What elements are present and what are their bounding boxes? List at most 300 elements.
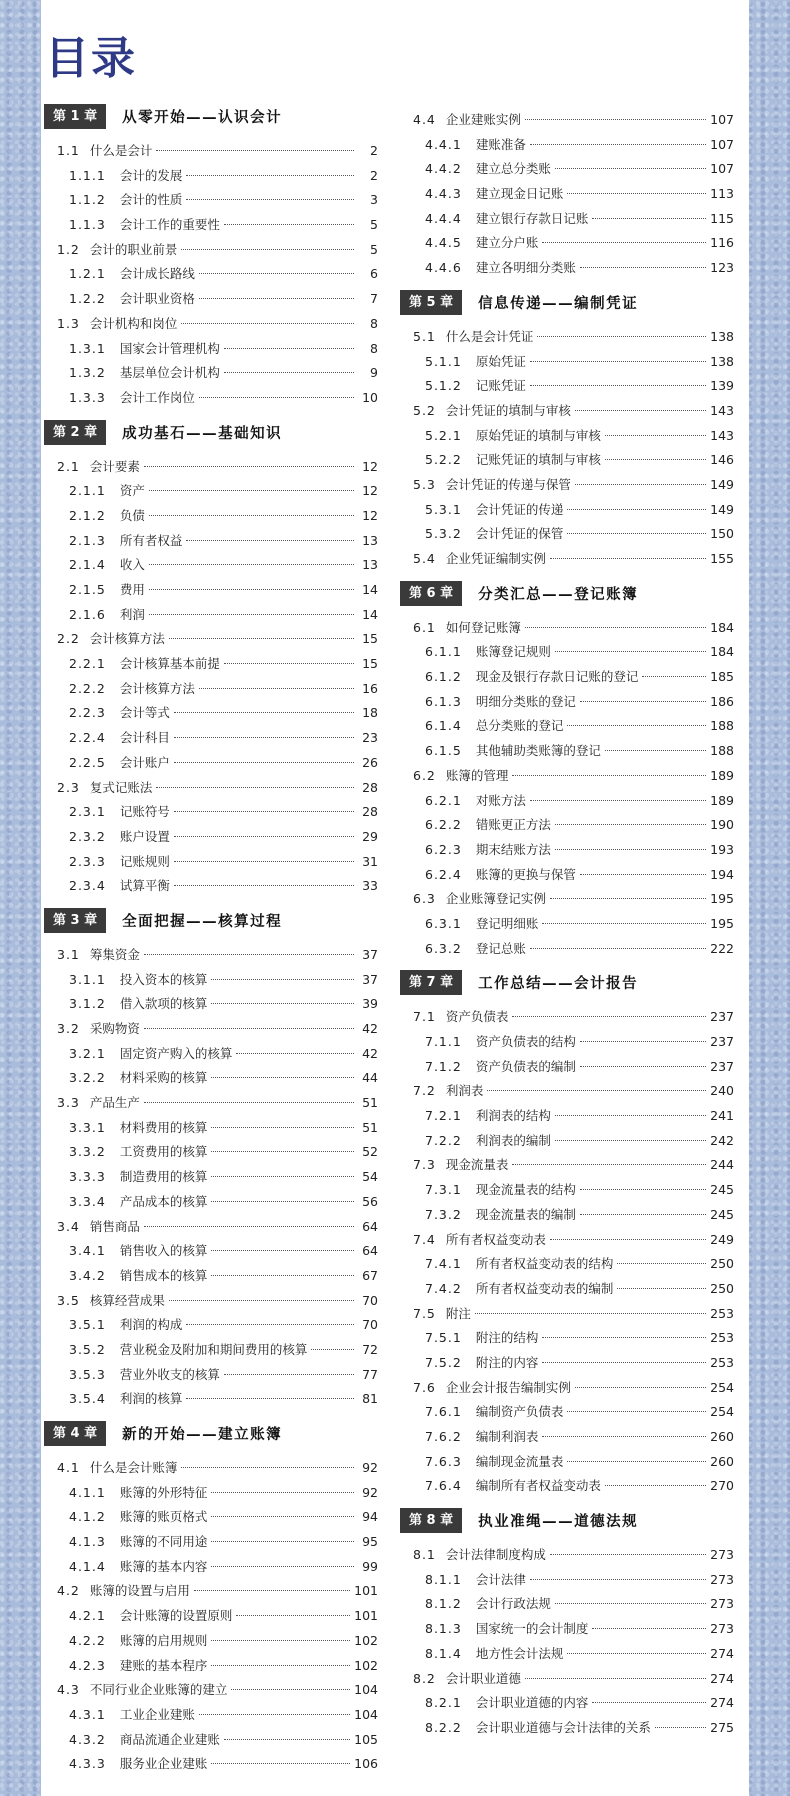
entry-number: 2.2.5 (69, 754, 106, 770)
entry-title: 记账凭证的填制与审核 (475, 452, 601, 468)
toc-section-entry[interactable] (400, 108, 734, 133)
dot-leader (512, 1164, 706, 1165)
entry-title: 固定资产购入的核算 (119, 1045, 233, 1061)
dot-leader (542, 923, 706, 924)
chapter-heading (44, 419, 378, 446)
entry-page-number: 260 (710, 1429, 734, 1444)
toc-subsection-entry[interactable] (44, 1116, 378, 1141)
toc-subsection-entry[interactable] (400, 1592, 734, 1617)
dot-leader (655, 1727, 706, 1728)
toc-section-entry[interactable] (400, 1005, 734, 1030)
toc-subsection-entry[interactable] (400, 863, 734, 888)
chapter-block (400, 969, 734, 1507)
entry-title: 会计工作岗位 (119, 389, 195, 405)
toc-section-entry[interactable] (400, 1543, 734, 1568)
dot-leader (580, 1041, 706, 1042)
dot-leader (542, 242, 706, 243)
toc-subsection-entry[interactable] (400, 256, 734, 281)
toc-subsection-entry[interactable] (44, 1264, 378, 1289)
entry-page-number: 8 (370, 340, 378, 356)
toc-subsection-entry[interactable] (44, 652, 378, 677)
entry-title: 会计要素 (89, 458, 140, 474)
dot-leader (642, 676, 706, 677)
entry-title: 附注的内容 (475, 1354, 539, 1370)
dot-leader (580, 1214, 706, 1215)
toc-section-entry[interactable] (44, 1215, 378, 1240)
toc-section-entry[interactable] (44, 1456, 378, 1481)
entry-number: 4.1.4 (69, 1558, 106, 1574)
dot-leader (211, 1566, 354, 1567)
entry-page-number: 188 (710, 718, 734, 734)
toc-subsection-entry[interactable] (44, 1042, 378, 1067)
toc-subsection-entry[interactable] (44, 1481, 378, 1506)
toc-subsection-entry[interactable] (44, 529, 378, 554)
chapter-block (400, 1507, 734, 1749)
entry-page-number: 193 (710, 841, 734, 857)
toc-subsection-entry[interactable] (44, 1239, 378, 1264)
entry-page-number: 23 (362, 730, 378, 746)
entry-number: 1.2 (57, 241, 80, 257)
entry-title: 错账更正方法 (475, 817, 551, 833)
toc-subsection-entry[interactable] (44, 677, 378, 702)
entry-page-number: 184 (710, 644, 734, 660)
toc-subsection-entry[interactable] (400, 1104, 734, 1129)
dot-leader (525, 1678, 706, 1679)
entry-page-number: 12 (362, 458, 378, 474)
toc-subsection-entry[interactable] (400, 838, 734, 863)
dot-leader (156, 150, 354, 151)
entry-title: 工业企业建账 (119, 1706, 195, 1722)
toc-subsection-entry[interactable] (400, 665, 734, 690)
entry-title: 会计凭证的传递与保管 (445, 476, 571, 492)
toc-subsection-entry[interactable] (400, 207, 734, 232)
dot-leader (199, 298, 354, 299)
entry-number: 1.3 (57, 315, 80, 331)
dot-leader (211, 1640, 350, 1641)
entry-title: 销售商品 (89, 1218, 140, 1234)
entry-title: 记账规则 (119, 853, 170, 869)
toc-section-entry[interactable] (44, 1289, 378, 1314)
entry-title: 编制利润表 (475, 1429, 539, 1444)
toc-subsection-entry[interactable] (400, 937, 734, 962)
toc-subsection-entry[interactable] (44, 337, 378, 362)
entry-title: 试算平衡 (119, 878, 170, 894)
entry-title: 账簿的账页格式 (119, 1509, 208, 1525)
toc-subsection-entry[interactable] (400, 1400, 734, 1425)
toc-subsection-entry[interactable] (400, 789, 734, 814)
entry-page-number: 102 (354, 1632, 378, 1648)
entry-page-number: 29 (362, 828, 378, 844)
toc-section-entry[interactable] (400, 764, 734, 789)
toc-subsection-entry[interactable] (44, 386, 378, 411)
chapter-heading (44, 1420, 378, 1447)
toc-subsection-entry[interactable] (44, 874, 378, 899)
entry-page-number: 95 (362, 1534, 378, 1550)
dot-leader (199, 688, 354, 689)
toc-subsection-entry[interactable] (400, 350, 734, 375)
chapter-title: 执业准绳——道德法规 (478, 1514, 639, 1531)
toc-section-entry[interactable] (44, 455, 378, 480)
toc-section-entry[interactable] (44, 312, 378, 337)
toc-section-entry[interactable] (400, 325, 734, 350)
dot-leader (144, 954, 354, 955)
entry-number: 4.1.1 (69, 1484, 106, 1500)
entry-title: 现金流量表 (445, 1157, 509, 1173)
entry-title: 原始凭证的填制与审核 (475, 427, 601, 443)
entry-page-number: 94 (362, 1509, 378, 1525)
entry-page-number: 194 (710, 866, 734, 882)
entry-number: 3.2.1 (69, 1045, 106, 1061)
entry-page-number: 273 (710, 1596, 734, 1612)
entry-number: 1.3.3 (69, 389, 106, 405)
entry-title: 会计核算方法 (119, 680, 195, 696)
dot-leader (605, 459, 706, 460)
toc-subsection-entry[interactable] (400, 1450, 734, 1475)
toc-section-entry[interactable] (44, 943, 378, 968)
entry-number: 4.4.1 (425, 136, 462, 152)
entry-page-number: 52 (362, 1144, 378, 1160)
toc-subsection-entry[interactable] (44, 1190, 378, 1215)
entry-title: 所有者权益变动表的编制 (475, 1280, 614, 1296)
dot-leader (542, 1362, 706, 1363)
toc-subsection-entry[interactable] (400, 1178, 734, 1203)
toc-section-entry[interactable] (44, 1017, 378, 1042)
entry-title: 附注的结构 (475, 1330, 539, 1346)
entry-title: 筹集资金 (89, 946, 140, 962)
toc-subsection-entry[interactable] (400, 522, 734, 547)
toc-section-entry[interactable] (400, 1153, 734, 1178)
dot-leader (174, 737, 354, 738)
dot-leader (199, 397, 354, 398)
toc-subsection-entry[interactable] (400, 813, 734, 838)
entry-page-number: 51 (362, 1095, 378, 1111)
dot-leader (580, 1189, 706, 1190)
toc-subsection-entry[interactable] (44, 968, 378, 993)
entry-number: 8.2.1 (425, 1695, 462, 1711)
entry-title: 复式记账法 (89, 779, 153, 795)
dot-leader (174, 811, 354, 812)
entry-page-number: 54 (362, 1169, 378, 1185)
entry-number: 8.1.1 (425, 1571, 462, 1587)
toc-subsection-entry[interactable] (400, 374, 734, 399)
toc-subsection-entry[interactable] (44, 1555, 378, 1580)
entry-number: 2.1.3 (69, 532, 106, 548)
dot-leader (555, 824, 706, 825)
toc-subsection-entry[interactable] (400, 1351, 734, 1376)
dot-leader (174, 712, 354, 713)
entry-page-number: 240 (710, 1083, 734, 1099)
entry-number: 5.3 (413, 476, 436, 492)
toc-subsection-entry[interactable] (44, 188, 378, 213)
entry-page-number: 3 (370, 192, 378, 208)
entry-number: 4.2.3 (69, 1657, 106, 1673)
dot-leader (580, 874, 706, 875)
entry-page-number: 77 (362, 1366, 378, 1382)
entry-page-number: 274 (710, 1670, 734, 1686)
toc-subsection-entry[interactable] (400, 1425, 734, 1450)
entry-page-number: 244 (710, 1157, 734, 1173)
toc-subsection-entry[interactable] (400, 640, 734, 665)
entry-number: 2.2 (57, 631, 80, 647)
entry-title: 商品流通企业建账 (119, 1731, 220, 1747)
dot-leader (211, 1763, 350, 1764)
toc-subsection-entry[interactable] (400, 1716, 734, 1741)
entry-title: 会计凭证的保管 (475, 526, 564, 542)
toc-section-entry[interactable] (400, 1079, 734, 1104)
toc-subsection-entry[interactable] (400, 157, 734, 182)
entry-number: 3.3.3 (69, 1169, 106, 1185)
toc-subsection-entry[interactable] (44, 751, 378, 776)
dot-leader (530, 385, 706, 386)
toc-subsection-entry[interactable] (400, 1252, 734, 1277)
entry-title: 建账准备 (475, 136, 526, 152)
toc-section-entry[interactable] (400, 547, 734, 572)
entry-page-number: 13 (362, 557, 378, 573)
chapter-block (400, 580, 734, 970)
chapter-badge: 第 8 章 (400, 1508, 462, 1533)
toc-subsection-entry[interactable] (44, 1752, 378, 1777)
dot-leader (550, 1554, 706, 1555)
toc-subsection-entry[interactable] (400, 424, 734, 449)
toc-section-entry[interactable] (44, 238, 378, 263)
entry-title: 账簿的管理 (445, 767, 509, 783)
dot-leader (181, 249, 354, 250)
entry-page-number: 143 (710, 402, 734, 418)
dot-leader (580, 267, 706, 268)
entry-page-number: 260 (710, 1453, 734, 1469)
entry-number: 5.2 (413, 402, 436, 418)
toc-subsection-entry[interactable] (44, 164, 378, 189)
toc-subsection-entry[interactable] (44, 213, 378, 238)
toc-section-entry[interactable] (44, 139, 378, 164)
dot-leader (605, 435, 706, 436)
entry-number: 6.2.4 (425, 866, 462, 882)
toc-subsection-entry[interactable] (400, 1617, 734, 1642)
entry-page-number: 39 (362, 996, 378, 1012)
chapter-title: 成功基石——基础知识 (122, 425, 283, 442)
toc-section-entry[interactable] (400, 399, 734, 424)
dot-leader (174, 885, 354, 886)
entry-title: 会计成长路线 (119, 266, 195, 282)
entry-title: 会计科目 (119, 730, 170, 746)
toc-subsection-entry[interactable] (44, 1629, 378, 1654)
dot-leader (617, 1288, 706, 1289)
toc-subsection-entry[interactable] (400, 1030, 734, 1055)
entry-page-number: 42 (362, 1045, 378, 1061)
toc-section-entry[interactable] (400, 1667, 734, 1692)
toc-subsection-entry[interactable] (44, 1604, 378, 1629)
toc-subsection-entry[interactable] (44, 1313, 378, 1338)
entry-title: 会计的职业前景 (89, 241, 178, 257)
dot-leader (542, 1436, 706, 1437)
toc-subsection-entry[interactable] (400, 1568, 734, 1593)
entry-number: 6.3 (413, 891, 436, 907)
entry-number: 3.5 (57, 1292, 80, 1308)
entry-title: 会计机构和岗位 (89, 315, 178, 331)
chapter-heading (44, 103, 378, 130)
toc-subsection-entry[interactable] (400, 231, 734, 256)
toc-subsection-entry[interactable] (400, 690, 734, 715)
entry-page-number: 270 (710, 1478, 734, 1494)
toc-subsection-entry[interactable] (400, 182, 734, 207)
entry-title: 记账符号 (119, 804, 170, 820)
entry-number: 4.3.1 (69, 1706, 106, 1722)
toc-section-entry[interactable] (400, 616, 734, 641)
toc-subsection-entry[interactable] (44, 1140, 378, 1165)
entry-title: 建立分户账 (475, 235, 539, 251)
toc-section-entry[interactable] (44, 1091, 378, 1116)
toc-subsection-entry[interactable] (44, 1165, 378, 1190)
chapter-gap (44, 1777, 378, 1785)
chapter-badge: 第 4 章 (44, 1421, 106, 1446)
chapter-block (44, 103, 378, 419)
toc-subsection-entry[interactable] (44, 1505, 378, 1530)
toc-subsection-entry[interactable] (44, 504, 378, 529)
toc-subsection-entry[interactable] (44, 1363, 378, 1388)
toc-subsection-entry[interactable] (400, 1691, 734, 1716)
dot-leader (605, 1485, 706, 1486)
entry-number: 5.1.1 (425, 353, 462, 369)
toc-subsection-entry[interactable] (44, 578, 378, 603)
entry-title: 账簿登记规则 (475, 644, 551, 660)
entry-page-number: 184 (710, 619, 734, 635)
entry-page-number: 2 (370, 143, 378, 158)
toc-subsection-entry[interactable] (400, 912, 734, 937)
entry-number: 3.5.1 (69, 1317, 106, 1333)
entry-title: 什么是会计 (89, 143, 153, 158)
toc-section-entry[interactable] (44, 1579, 378, 1604)
page-title: 目录 (45, 33, 137, 84)
toc-subsection-entry[interactable] (400, 1474, 734, 1499)
entry-title: 会计法律制度构成 (445, 1547, 546, 1563)
entry-page-number: 81 (362, 1391, 378, 1407)
toc-subsection-entry[interactable] (44, 1066, 378, 1091)
entry-title: 采购物资 (89, 1021, 140, 1036)
dot-leader (149, 564, 354, 565)
toc-section-entry[interactable] (44, 776, 378, 801)
toc-subsection-entry[interactable] (400, 714, 734, 739)
toc-subsection-entry[interactable] (400, 1326, 734, 1351)
entry-page-number: 5 (370, 241, 378, 257)
dot-leader (181, 323, 354, 324)
toc-subsection-entry[interactable] (400, 1277, 734, 1302)
toc-subsection-entry[interactable] (400, 1129, 734, 1154)
toc-subsection-entry[interactable] (400, 498, 734, 523)
dot-leader (211, 1665, 350, 1666)
toc-section-entry[interactable] (400, 887, 734, 912)
toc-subsection-entry[interactable] (400, 1203, 734, 1228)
toc-subsection-entry[interactable] (44, 1387, 378, 1412)
entry-page-number: 138 (710, 328, 734, 344)
entry-title: 会计职业道德的内容 (475, 1695, 589, 1711)
toc-subsection-entry[interactable] (44, 479, 378, 504)
dot-leader (211, 1003, 354, 1004)
entry-number: 2.2.1 (69, 656, 106, 672)
toc-section-entry[interactable] (44, 1678, 378, 1703)
toc-subsection-entry[interactable] (400, 1055, 734, 1080)
entry-page-number: 189 (710, 792, 734, 808)
dot-leader (512, 1016, 706, 1017)
toc-subsection-entry[interactable] (44, 287, 378, 312)
toc-subsection-entry[interactable] (44, 1728, 378, 1753)
entry-title: 收入 (119, 557, 145, 573)
toc-subsection-entry[interactable] (44, 262, 378, 287)
toc-subsection-entry[interactable] (44, 1530, 378, 1555)
entry-title: 资产负债表的结构 (475, 1034, 576, 1049)
toc-section-entry[interactable] (44, 627, 378, 652)
dot-leader (555, 1603, 706, 1604)
entry-number: 6.3.2 (425, 940, 462, 956)
dot-leader (224, 1739, 350, 1740)
toc-section-entry[interactable] (400, 1302, 734, 1327)
dot-leader (211, 1201, 354, 1202)
toc-section-entry[interactable] (400, 473, 734, 498)
entry-title: 投入资本的核算 (119, 971, 208, 987)
chapter-gap (44, 1412, 378, 1420)
chapter-title: 新的开始——建立账簿 (122, 1427, 283, 1443)
toc-subsection-entry[interactable] (44, 1703, 378, 1728)
toc-subsection-entry[interactable] (44, 603, 378, 628)
dot-leader (211, 1077, 354, 1078)
toc-subsection-entry[interactable] (44, 825, 378, 850)
toc-subsection-entry[interactable] (44, 800, 378, 825)
dot-leader (174, 861, 354, 862)
chapter-heading (400, 289, 734, 316)
entry-page-number: 149 (710, 476, 734, 492)
entry-page-number: 107 (710, 161, 734, 177)
entry-page-number: 138 (710, 353, 734, 369)
toc-subsection-entry[interactable] (44, 553, 378, 578)
entry-number: 5.2.1 (425, 427, 462, 443)
entry-title: 账簿的更换与保管 (475, 866, 576, 882)
toc-subsection-entry[interactable] (44, 1654, 378, 1679)
entry-title: 所有者权益变动表的结构 (475, 1256, 614, 1272)
toc-subsection-entry[interactable] (400, 739, 734, 764)
toc-section-entry[interactable] (400, 1228, 734, 1253)
entry-title: 账簿的设置与启用 (89, 1583, 190, 1599)
entry-title: 会计凭证的填制与审核 (445, 402, 571, 418)
dot-leader (149, 589, 354, 590)
dot-leader (211, 1176, 354, 1177)
dot-leader (542, 1337, 706, 1338)
entry-page-number: 101 (354, 1608, 378, 1624)
toc-subsection-entry[interactable] (44, 850, 378, 875)
toc-subsection-entry[interactable] (400, 1642, 734, 1667)
toc-subsection-entry[interactable] (44, 726, 378, 751)
dot-leader (567, 1653, 706, 1654)
toc-section-entry[interactable] (400, 1376, 734, 1401)
entry-page-number: 12 (362, 507, 378, 523)
dot-leader (149, 515, 354, 516)
toc-subsection-entry[interactable] (44, 701, 378, 726)
toc-subsection-entry[interactable] (44, 992, 378, 1017)
entry-number: 5.3.2 (425, 526, 462, 542)
entry-number: 3.3.4 (69, 1193, 106, 1209)
entry-title: 会计等式 (119, 705, 170, 721)
entry-title: 核算经营成果 (89, 1292, 165, 1308)
toc-subsection-entry[interactable] (400, 133, 734, 158)
dot-leader (149, 614, 354, 615)
entry-number: 6.1.5 (425, 743, 462, 759)
toc-subsection-entry[interactable] (400, 448, 734, 473)
entry-number: 7.3.1 (425, 1182, 462, 1198)
dot-leader (186, 1324, 354, 1325)
entry-title: 会计的性质 (119, 192, 183, 208)
entry-title: 销售成本的核算 (119, 1267, 208, 1283)
dot-leader (567, 725, 706, 726)
toc-subsection-entry[interactable] (44, 1338, 378, 1363)
toc-subsection-entry[interactable] (44, 361, 378, 386)
